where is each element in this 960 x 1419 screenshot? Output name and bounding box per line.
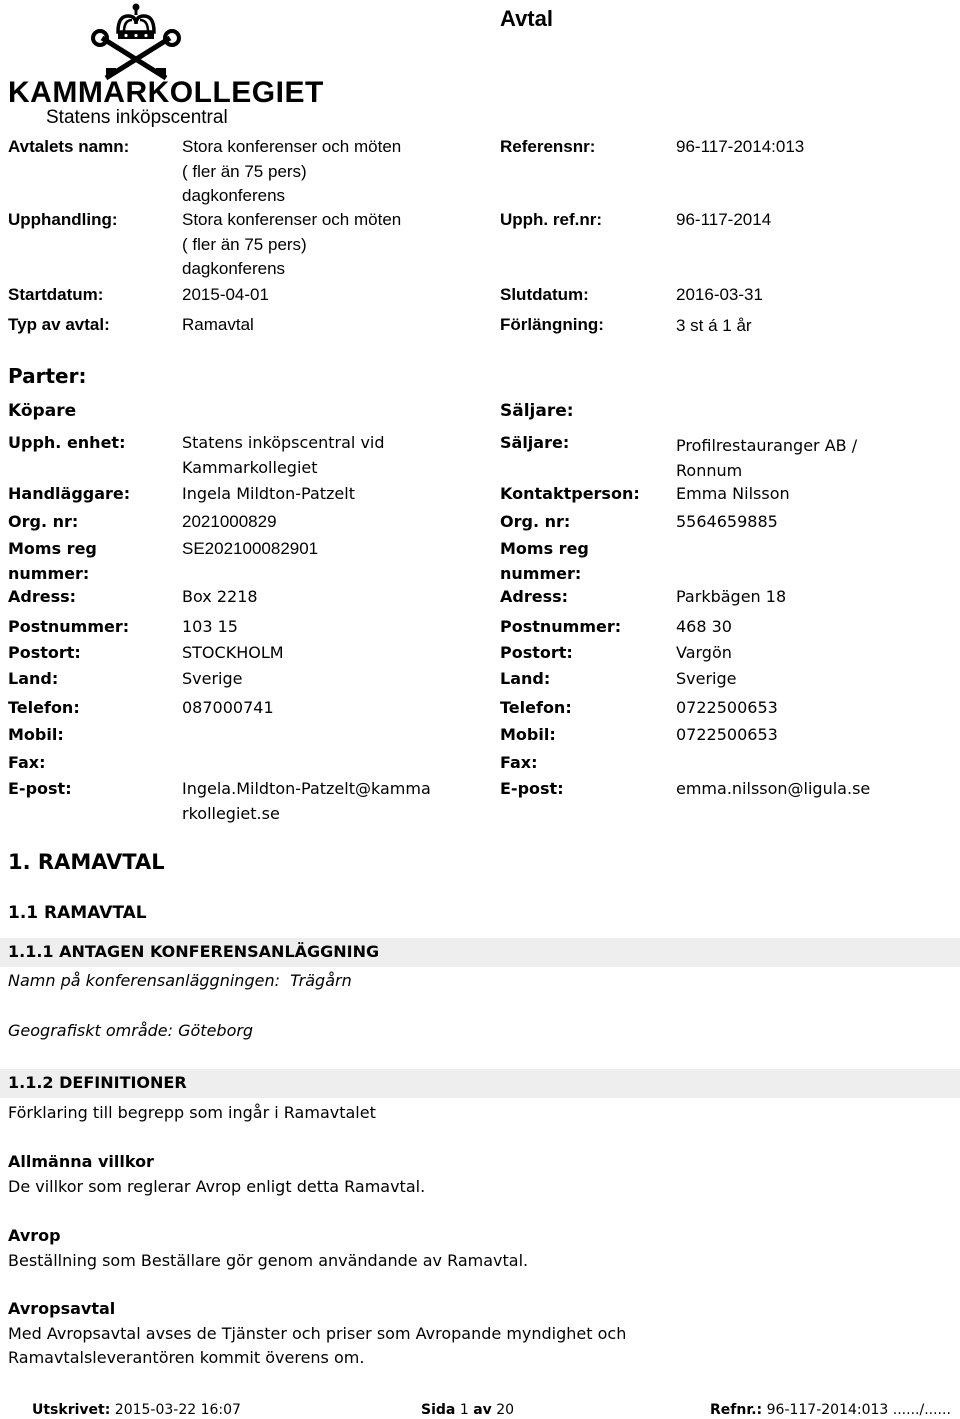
- kopare-heading: Köpare: [8, 401, 77, 421]
- saljare-org-value: 5564659885: [676, 512, 778, 531]
- kopare-adress-value: Box 2218: [182, 587, 258, 606]
- kopare-land-value: Sverige: [182, 669, 243, 688]
- kopare-org-label: Org. nr:: [8, 512, 79, 531]
- anlaggning-line: Namn på konferensanläggningen: Trägårn: [8, 971, 352, 990]
- saljare-epost-label: E-post:: [500, 779, 564, 798]
- saljare-value: Profilrestauranger AB / Ronnum: [676, 436, 858, 480]
- handlaggare-value: Ingela Mildton-Patzelt: [182, 484, 355, 503]
- slutdatum-label: Slutdatum:: [500, 285, 589, 304]
- saljare-land-value: Sverige: [676, 669, 737, 688]
- handlaggare-label: Handläggare:: [8, 484, 131, 503]
- footer-refnr: Refnr.: 96-117-2014:013 ....../......: [710, 1402, 951, 1418]
- section-1-1-2-heading: 1.1.2 DEFINITIONER: [8, 1073, 187, 1092]
- avtalets-namn-label: Avtalets namn:: [8, 137, 130, 156]
- kopare-postort-label: Postort:: [8, 643, 81, 662]
- kontaktperson-label: Kontaktperson:: [500, 484, 640, 503]
- term-avrop-desc: Beställning som Beställare gör genom användande av Ramavtal.: [8, 1251, 529, 1270]
- kopare-postort-value: STOCKHOLM: [182, 643, 284, 662]
- logo-subtitle: Statens inköpscentral: [46, 107, 228, 128]
- saljare-land-label: Land:: [500, 669, 551, 688]
- kopare-fax-label: Fax:: [8, 753, 46, 772]
- saljare-adress-label: Adress:: [500, 587, 569, 606]
- term-avropsavtal: Avropsavtal: [8, 1299, 116, 1318]
- saljare-postnummer-value: 468 30: [676, 617, 732, 636]
- upph-refnr-label: Upph. ref.nr:: [500, 210, 602, 229]
- saljare-postnummer-label: Postnummer:: [500, 617, 622, 636]
- kopare-epost-label: E-post:: [8, 779, 72, 798]
- kopare-org-value: 2021000829: [182, 512, 277, 531]
- saljare-mobil-label: Mobil:: [500, 725, 556, 744]
- saljare-postort-value: Vargön: [676, 643, 732, 662]
- startdatum-value: 2015-04-01: [182, 285, 269, 304]
- slutdatum-value: 2016-03-31: [676, 285, 763, 304]
- kopare-mobil-label: Mobil:: [8, 725, 64, 744]
- typ-av-avtal-value: Ramavtal: [182, 315, 254, 334]
- referensnr-value: 96-117-2014:013: [676, 137, 805, 156]
- term-avrop: Avrop: [8, 1226, 61, 1245]
- kopare-land-label: Land:: [8, 669, 59, 688]
- kopare-telefon-label: Telefon:: [8, 698, 80, 717]
- crown-keys-crest-icon: [88, 2, 184, 82]
- kopare-postnummer-label: Postnummer:: [8, 617, 130, 636]
- saljare-moms-label: Moms reg nummer:: [500, 539, 589, 583]
- omrade-line: Geografiskt område: Göteborg: [8, 1021, 254, 1040]
- forklaring-text: Förklaring till begrepp som ingår i Ramavtalet: [8, 1103, 376, 1122]
- saljare-label: Säljare:: [500, 433, 570, 452]
- saljare-telefon-label: Telefon:: [500, 698, 572, 717]
- upphandling-value: Stora konferenser och möten ( fler än 75 pers) dagkonferens: [182, 210, 402, 278]
- kontaktperson-value: Emma Nilsson: [676, 484, 790, 503]
- kopare-epost-value: Ingela.Mildton-Patzelt@kamma rkollegiet.se: [182, 779, 431, 823]
- footer-page-number: Sida 1 av 20: [421, 1402, 515, 1418]
- upph-refnr-value: 96-117-2014: [676, 210, 772, 229]
- footer-utskrivet: Utskrivet: 2015-03-22 16:07: [32, 1402, 241, 1418]
- parter-heading: Parter:: [8, 364, 87, 388]
- forlangning-value: 3 st á 1 år: [676, 316, 752, 335]
- forlangning-label: Förlängning:: [500, 315, 604, 334]
- saljare-heading: Säljare:: [500, 401, 574, 421]
- startdatum-label: Startdatum:: [8, 285, 104, 304]
- kopare-postnummer-value: 103 15: [182, 617, 238, 636]
- saljare-mobil-value: 0722500653: [676, 725, 778, 744]
- page-title: Avtal: [500, 6, 553, 31]
- saljare-adress-value: Parkbägen 18: [676, 587, 787, 606]
- upphandling-label: Upphandling:: [8, 210, 118, 229]
- kopare-moms-label: Moms reg nummer:: [8, 539, 97, 583]
- saljare-org-label: Org. nr:: [500, 512, 571, 531]
- term-avropsavtal-desc: Med Avropsavtal avses de Tjänster och priser som Avropande myndighet och Ramavtalsleverantören kommit överens om.: [8, 1324, 627, 1367]
- section-1-heading: 1. RAMAVTAL: [8, 850, 165, 874]
- upph-enhet-value: Statens inköpscentral vid Kammarkollegiet: [182, 433, 385, 477]
- kopare-telefon-value: 087000741: [182, 698, 274, 717]
- kopare-moms-value: SE202100082901: [182, 539, 319, 558]
- saljare-fax-label: Fax:: [500, 753, 538, 772]
- section-1-1-2-band: [0, 1069, 960, 1098]
- logo-name: KAMMARKOLLEGIET: [8, 76, 324, 109]
- saljare-telefon-value: 0722500653: [676, 698, 778, 717]
- section-1-1-1-heading: 1.1.1 ANTAGEN KONFERENSANLÄGGNING: [8, 942, 380, 961]
- term-allmanna-villkor: Allmänna villkor: [8, 1152, 154, 1171]
- term-allmanna-villkor-desc: De villkor som reglerar Avrop enligt detta Ramavtal.: [8, 1177, 426, 1196]
- section-1-1-heading: 1.1 RAMAVTAL: [8, 903, 147, 923]
- saljare-postort-label: Postort:: [500, 643, 573, 662]
- saljare-epost-value: emma.nilsson@ligula.se: [676, 779, 871, 798]
- section-1-1-1-band: [0, 938, 960, 967]
- typ-av-avtal-label: Typ av avtal:: [8, 315, 110, 334]
- avtalets-namn-value: Stora konferenser och möten ( fler än 75 pers) dagkonferens: [182, 137, 402, 205]
- kopare-adress-label: Adress:: [8, 587, 77, 606]
- referensnr-label: Referensnr:: [500, 137, 596, 156]
- upph-enhet-label: Upph. enhet:: [8, 433, 126, 452]
